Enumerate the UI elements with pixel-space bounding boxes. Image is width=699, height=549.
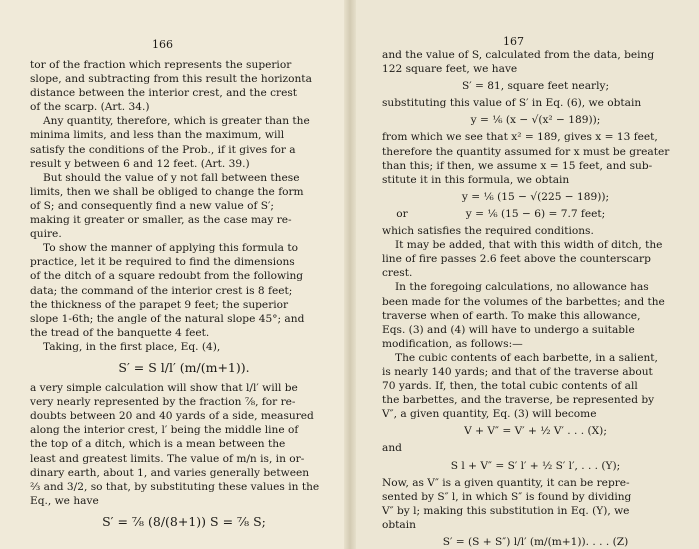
text-line: data; the command of the interior crest is 8 feet; (30, 284, 293, 297)
text-line: Eqs. (3) and (4) will have to undergo a suitable (382, 323, 635, 336)
text-line: the top of a ditch, which is a mean between the (30, 438, 286, 451)
text-line: distance between the interior crest, and the crest (30, 87, 298, 100)
text-line: Now, as V″ is a given quantity, it can be repre- (382, 476, 630, 489)
text-line: which satisfies the required conditions. (382, 225, 594, 238)
text-line: therefore the quantity assumed for x must be greater (382, 145, 670, 158)
text-line: than this; if then, we assume x = 15 feet, and sub- (382, 159, 653, 172)
text-line: ⅔ and 3/2, so that, by substituting these values in the (30, 480, 320, 493)
equation-line: S′ = 81, square feet nearly; (461, 80, 610, 93)
text-line: of S; and consequently find a new value of S′; (30, 199, 274, 212)
text-line: 70 yards. If, then, the total cubic contents of all (382, 380, 638, 393)
text-line: slope, and subtracting from this result the horizonta (30, 73, 312, 86)
text-line: V″, a given quantity, Eq. (3) will become (382, 408, 597, 421)
text-line: very nearly represented by the fraction ⅞, for re- (30, 396, 296, 409)
text-line: tor of the fraction which represents the superior (30, 59, 292, 71)
right-page-text (382, 48, 689, 549)
text-line: To show the manner of applying this formula to (43, 242, 298, 255)
text-line: the tread of the banquette 4 feet. (30, 326, 210, 339)
text-line: is nearly 140 yards; and that of the traverse about (382, 365, 653, 378)
equation-line: S′ = (S + S″) l/l′ (m/(m+1)). . . . (Z) (442, 536, 629, 548)
text-line: minima limits, and less than the maximum, will (30, 129, 285, 142)
text-line: limits, then we shall be obliged to change the form (30, 185, 304, 198)
equation-line: V + V″ = V′ + ½ V′ . . . (X); (464, 425, 607, 438)
text-line: The cubic contents of each barbette, in a salient, (395, 351, 658, 364)
text-line: the thickness of the parapet 9 feet; the superior (30, 298, 289, 311)
equation-line: S′ = ⅞ (8/(8+1)) S = ⅞ S; (102, 513, 266, 529)
text-line: It may be added, that with this width of ditch, the (395, 239, 663, 252)
text-line: 122 square feet, we have (382, 63, 518, 76)
text-line: doubts between 20 and 40 yards of a side, measured (30, 410, 314, 423)
text-line: dinary earth, about 1, and varies generally between (30, 466, 310, 479)
text-line: satisfy the conditions of the Prob., if it gives for a (30, 143, 296, 156)
text-line: traverse when of earth. To make this allowance, (382, 309, 641, 322)
text-line: of the scarp. (Art. 34.) (30, 101, 150, 114)
page-number: 166 (152, 38, 173, 51)
text-line: the barbettes, and the traverse, be represented by (382, 394, 655, 407)
text-line: slope 1-6th; the angle of the natural slope 45°; and (30, 312, 305, 325)
text-line: been made for the volumes of the barbettes; and the (382, 295, 665, 308)
text-line: practice, let it be required to find the dimensions (30, 256, 295, 269)
text-line: But should the value of y not fall between these (43, 171, 300, 184)
equation-line: S l + V″ = S′ l′ + ½ S′ l′, . . . (Y); (450, 459, 621, 472)
text-line: along the interior crest, l′ being the middle line of (30, 424, 299, 437)
text-line: quire. (30, 228, 62, 241)
text-line: stitute it in this formula, we obtain (382, 173, 570, 186)
text-line: In the foregoing calculations, no allowance has (395, 281, 649, 294)
text-line: Any quantity, therefore, which is greater than the (43, 115, 310, 128)
right-page (350, 0, 699, 549)
text-line: Eq., we have (30, 494, 99, 507)
text-line: Taking, in the first place, Eq. (4), (43, 340, 221, 353)
text-line: substituting this value of S′ in Eq. (6), we obtain (382, 97, 642, 110)
equation-line: y = ⅙ (x − √(x² − 189)); (470, 114, 601, 127)
text-line: crest. (382, 267, 413, 280)
book-gutter (344, 0, 356, 549)
text-line: obtain (382, 518, 416, 531)
text-line: line of fire passes 2.6 feet above the counterscarp (382, 253, 651, 266)
equation-line: y = ⅙ (15 − √(225 − 189)); (461, 190, 610, 203)
text-line: modification, as follows:— (382, 337, 523, 350)
text-line: sented by S″ l, in which S″ is found by dividing (382, 490, 632, 503)
text-line: of the ditch of a square redoubt from the following (30, 270, 304, 283)
text-line: from which we see that x² = 189, gives x = 13 feet, (382, 131, 658, 144)
text-line: making it greater or smaller, as the case may re- (30, 214, 292, 227)
text-line: result y between 6 and 12 feet. (Art. 39.) (30, 157, 250, 170)
text-line: V″ by l; making this substitution in Eq. (Y), we (382, 504, 630, 517)
equation-line: S′ = S l/l′ (m/(m+1)). (118, 359, 250, 375)
page-number: 167 (503, 35, 524, 48)
equation-text: y = ⅙ (15 − 6) = 7.7 feet; (465, 207, 606, 220)
text-line: a very simple calculation will show that l/l′ will be (30, 382, 298, 395)
or-label: or (396, 207, 408, 220)
text-line: least and greatest limits. The value of m/n is, in or- (30, 452, 305, 465)
text-line: and (382, 442, 402, 455)
left-page-text (30, 58, 338, 529)
text-line: and the value of S, calculated from the data, being (382, 49, 655, 61)
equation-line (382, 207, 689, 221)
